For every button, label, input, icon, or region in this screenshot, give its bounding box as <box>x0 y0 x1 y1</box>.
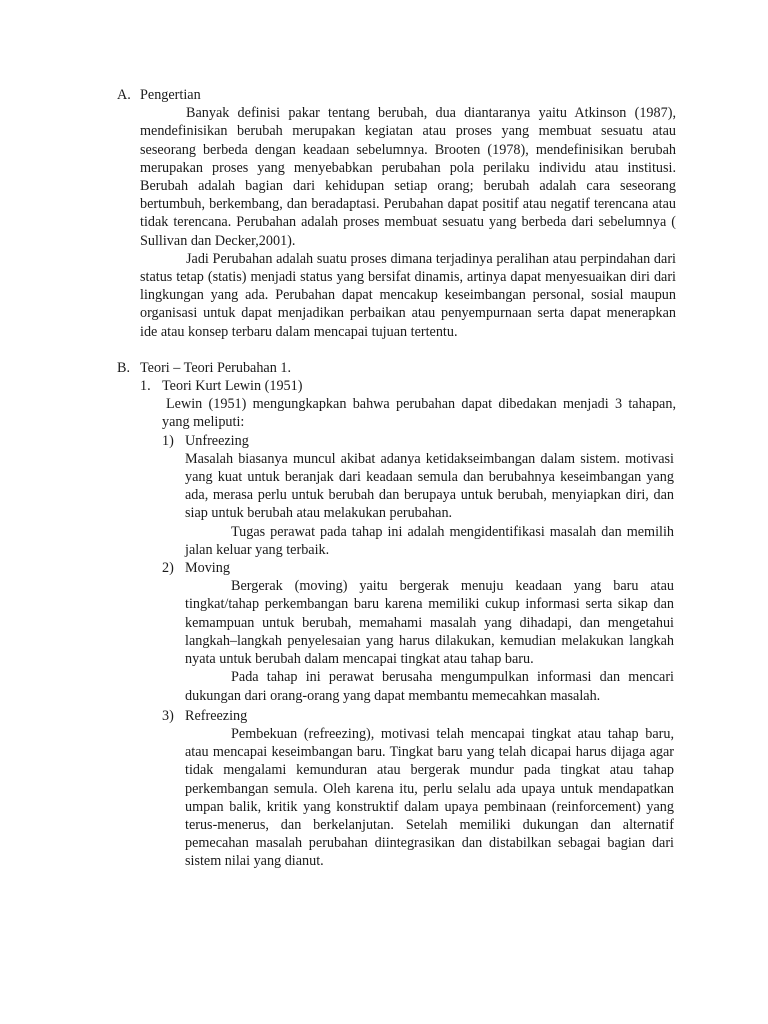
stage-marker: 3) <box>162 707 174 724</box>
stage-heading-moving <box>0 559 768 577</box>
stage-paragraph: Masalah biasanya muncul akibat adanya ketidakseimbangan dalam sistem. motivasi yang kuat untuk beranjak dari keadaan semula dan berubahnya keseimbangan yang ada, merasa perlu untuk berubah dan berupaya untuk berubah, menyiapkan diri, dan siap untuk berubah atau melakukan perubahan. <box>185 450 674 522</box>
theory-item-heading <box>0 377 768 395</box>
section-a-paragraph: Banyak definisi pakar tentang berubah, dua diantaranya yaitu Atkinson (1987), mendefinisikan berubah merupakan kegiatan atau proses yang membuat sesuatu atau seseorang berbeda dengan keadaan sebelumnya. Brooten (1978), mendefinisikan berubah merupakan proses yang menyebabkan perubahan pola perilaku individu atau institusi. Berubah adalah bagian dari kehidupan setiap orang; berubah adalah cara seseorang bertumbuh, berkembang, dan beradaptasi. Perubahan dapat positif atau negatif terencana atau tidak terencana. Perubahan adalah proses membuat sesuatu yang berbeda dari sebelumnya ( Sullivan dan Decker,2001). <box>140 105 676 249</box>
section-a-marker: A. <box>117 87 131 103</box>
stage-title: Moving <box>185 560 230 577</box>
stage-paragraph: Pembekuan (refreezing), motivasi telah mencapai tingkat atau tahap baru, atau mencapai keseimbangan baru. Tingkat baru yang telah dicapai harus dijaga agar tidak mengalami kemunduran atau bergerak mundur pada tingkat atau tahap perkembangan semula. Oleh karena itu, perlu selalu ada upaya untuk mendapatkan umpan balik, kritik yang konstruktif dalam upaya pembinaan (reinforcement) yang terus-menerus, dan berkelanjutan. Setelah memiliki dukungan dan alternatif pemecahan masalah perubahan diintegrasikan dan distabilkan sebagai bagian dari sistem nilai yang dianut. <box>185 725 674 870</box>
section-b-heading <box>0 359 768 377</box>
document-page <box>0 86 768 871</box>
stage-paragraph: Bergerak (moving) yaitu bergerak menuju keadaan yang baru atau tingkat/tahap perkembangan baru karena memiliki cukup informasi serta sikap dan kemampuan untuk berubah, memahami masalah yang dihadapi, dan mengetahui langkah–langkah penyelesaian yang harus dilakukan, kemudian melakukan langkah nyata untuk berubah dalam mencapai tingkat atau tahap baru. <box>185 578 674 668</box>
section-a-title: Pengertian <box>140 87 201 103</box>
section-b-marker: B. <box>117 359 131 376</box>
theory-item-title: Teori Kurt Lewin (1951) <box>162 378 303 395</box>
stage-title: Unfreezing <box>185 432 249 449</box>
section-a-heading <box>0 86 768 104</box>
stage-marker: 2) <box>162 560 174 577</box>
section-b-title: Teori – Teori Perubahan 1. <box>140 359 292 376</box>
theory-intro-paragraph: Lewin (1951) mengungkapkan bahwa perubahan dapat dibedakan menjadi 3 tahapan, yang meliputi: <box>162 396 676 431</box>
section-a-paragraph: Jadi Perubahan adalah suatu proses dimana terjadinya peralihan atau perpindahan dari status tetap (statis) menjadi status yang bersifat dinamis, artinya dapat menyesuaikan diri dari lingkungan yang ada. Perubahan dapat mencakup keseimbangan personal, sosial maupun organisasi untuk dapat menjadikan perbaikan atau penyempurnaan serta dapat menerapkan ide atau konsep terbaru dalam mencapai tujuan tertentu. <box>140 250 676 340</box>
stage-paragraph: Tugas perawat pada tahap ini adalah mengidentifikasi masalah dan memilih jalan keluar yang terbaik. <box>185 523 674 558</box>
stage-title: Refreezing <box>185 707 248 724</box>
stage-heading-unfreezing <box>0 432 768 450</box>
theory-item-marker: 1. <box>140 378 151 395</box>
stage-paragraph: Pada tahap ini perawat berusaha mengumpulkan informasi dan mencari dukungan dari orang-orang yang dapat membantu memecahkan masalah. <box>185 669 674 704</box>
stage-heading-refreezing <box>0 707 768 725</box>
stage-marker: 1) <box>162 432 174 449</box>
